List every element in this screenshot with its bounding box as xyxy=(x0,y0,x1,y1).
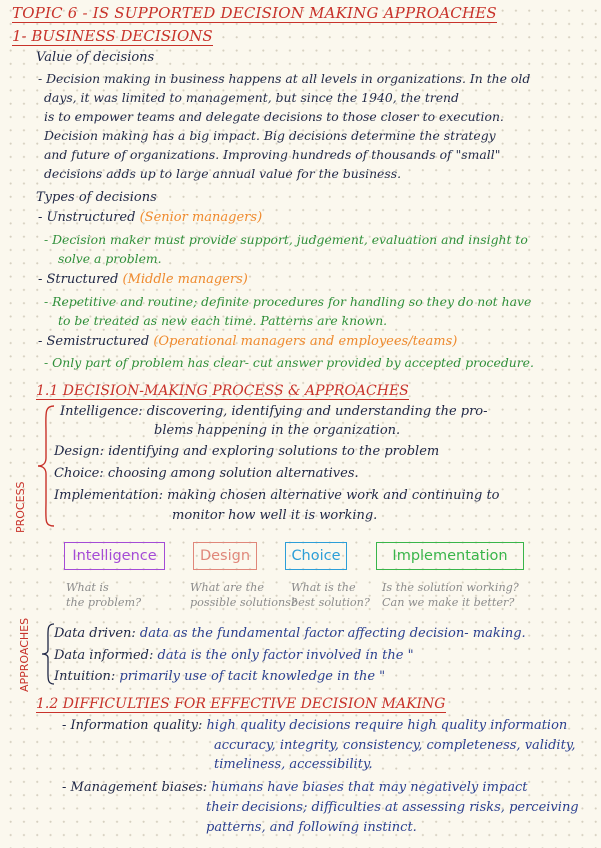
process-text-cont: monitor how well it is working. xyxy=(172,508,378,523)
value-line: days, it was limited to management, but since the 1940, the trend xyxy=(44,90,459,105)
type-desc-line: - Only part of problem has clear- cut answer provided by accepted procedure. xyxy=(44,355,534,370)
approach-term: Intuition: xyxy=(54,669,116,684)
process-text: identifying and exploring solutions to the problem xyxy=(108,444,440,459)
choice-box: Choice xyxy=(285,542,347,570)
process-term: Intelligence: xyxy=(60,404,143,419)
difficulty-text-cont: their decisions; difficulties at assessing risks, perceiving xyxy=(206,800,579,815)
process-text: making chosen alternative work and continuing to xyxy=(167,488,500,503)
value-line: Decision making has a big impact. Big decisions determine the strategy xyxy=(44,128,496,143)
approach-data-informed xyxy=(54,648,414,663)
process-term: Design: xyxy=(54,444,105,459)
difficulty-information-quality xyxy=(62,718,567,733)
difficulty-text-cont: patterns, and following instinct. xyxy=(206,820,417,835)
approach-data-driven xyxy=(54,626,526,641)
difficulty-text: humans have biases that may negatively impact xyxy=(211,780,528,795)
approach-term: Data driven: xyxy=(54,626,136,641)
difficulty-management-biases xyxy=(62,780,527,795)
implementation-box: Implementation xyxy=(376,542,524,570)
difficulty-term: - Information quality: xyxy=(62,718,203,733)
difficulty-text-cont: timeliness, accessibility. xyxy=(214,757,373,772)
process-text: discovering, identifying and understanding the pro- xyxy=(146,404,488,419)
process-intelligence xyxy=(60,404,488,419)
approach-intuition xyxy=(54,669,385,684)
intelligence-box: Intelligence xyxy=(64,542,165,570)
section-1-heading: 1- BUSINESS DECISIONS xyxy=(12,27,213,45)
process-implementation xyxy=(54,488,500,503)
type-desc-line: to be treated as new each time. Patterns are known. xyxy=(58,313,388,328)
process-text: choosing among solution alternatives. xyxy=(107,466,359,481)
value-line: decisions adds up to large annual value for the business. xyxy=(44,166,402,181)
type-desc-line: - Decision maker must provide support, judgement, evaluation and insight to xyxy=(44,232,528,247)
process-choice xyxy=(54,466,359,481)
type-name: - Unstructured xyxy=(38,210,136,225)
process-design xyxy=(54,444,439,459)
value-line: is to empower teams and delegate decisions to those closer to execution. xyxy=(44,109,504,124)
design-box: Design xyxy=(193,542,257,570)
section-1-2-heading: 1.2 DIFFICULTIES FOR EFFECTIVE DECISION MAKING xyxy=(36,696,446,712)
value-line: and future of organizations. Improving hundreds of thousands of "small" xyxy=(44,147,501,162)
process-label: PROCESS xyxy=(14,481,27,533)
process-term: Implementation: xyxy=(54,488,163,503)
type-name: - Structured xyxy=(38,272,119,287)
type-who: (Operational managers and employees/teams) xyxy=(153,334,458,349)
process-term: Choice: xyxy=(54,466,104,481)
approach-text: data as the fundamental factor affecting decision- making. xyxy=(139,626,526,641)
difficulty-term: - Management biases: xyxy=(62,780,208,795)
approach-term: Data informed: xyxy=(54,648,154,663)
type-desc-line: - Repetitive and routine; definite procedures for handling so they do not have xyxy=(44,294,532,309)
value-line: - Decision making in business happens at all levels in organizations. In the old xyxy=(38,71,531,86)
difficulty-text-cont: accuracy, integrity, consistency, completeness, validity, xyxy=(214,738,576,753)
section-1-1-heading: 1.1 DECISION-MAKING PROCESS & APPROACHES xyxy=(36,383,409,399)
approaches-label: APPROACHES xyxy=(18,617,31,692)
design-question: What are the possible solutions? xyxy=(190,581,297,609)
process-text-cont: blems happening in the organization. xyxy=(154,423,401,438)
value-of-decisions-heading: Value of decisions xyxy=(36,50,155,65)
type-desc-line: solve a problem. xyxy=(58,251,162,266)
approach-text: primarily use of tacit knowledge in the " xyxy=(119,669,386,684)
approach-text: data is the only factor involved in the " xyxy=(157,648,414,663)
intelligence-question: What is the problem? xyxy=(66,581,142,609)
type-structured xyxy=(38,272,248,287)
difficulty-text: high quality decisions require high quality information xyxy=(206,718,568,733)
type-semistructured xyxy=(38,334,457,349)
page-title: TOPIC 6 - IS SUPPORTED DECISION MAKING APPROACHES xyxy=(12,4,497,22)
choice-question: What is the best solution? xyxy=(291,581,370,609)
type-unstructured xyxy=(38,210,262,225)
type-who: (Senior managers) xyxy=(139,210,263,225)
process-brace xyxy=(36,404,56,528)
type-who: (Middle managers) xyxy=(122,272,248,287)
types-of-decisions-heading: Types of decisions xyxy=(36,190,157,205)
type-name: - Semistructured xyxy=(38,334,150,349)
implementation-question: Is the solution working? Can we make it better? xyxy=(382,581,519,609)
